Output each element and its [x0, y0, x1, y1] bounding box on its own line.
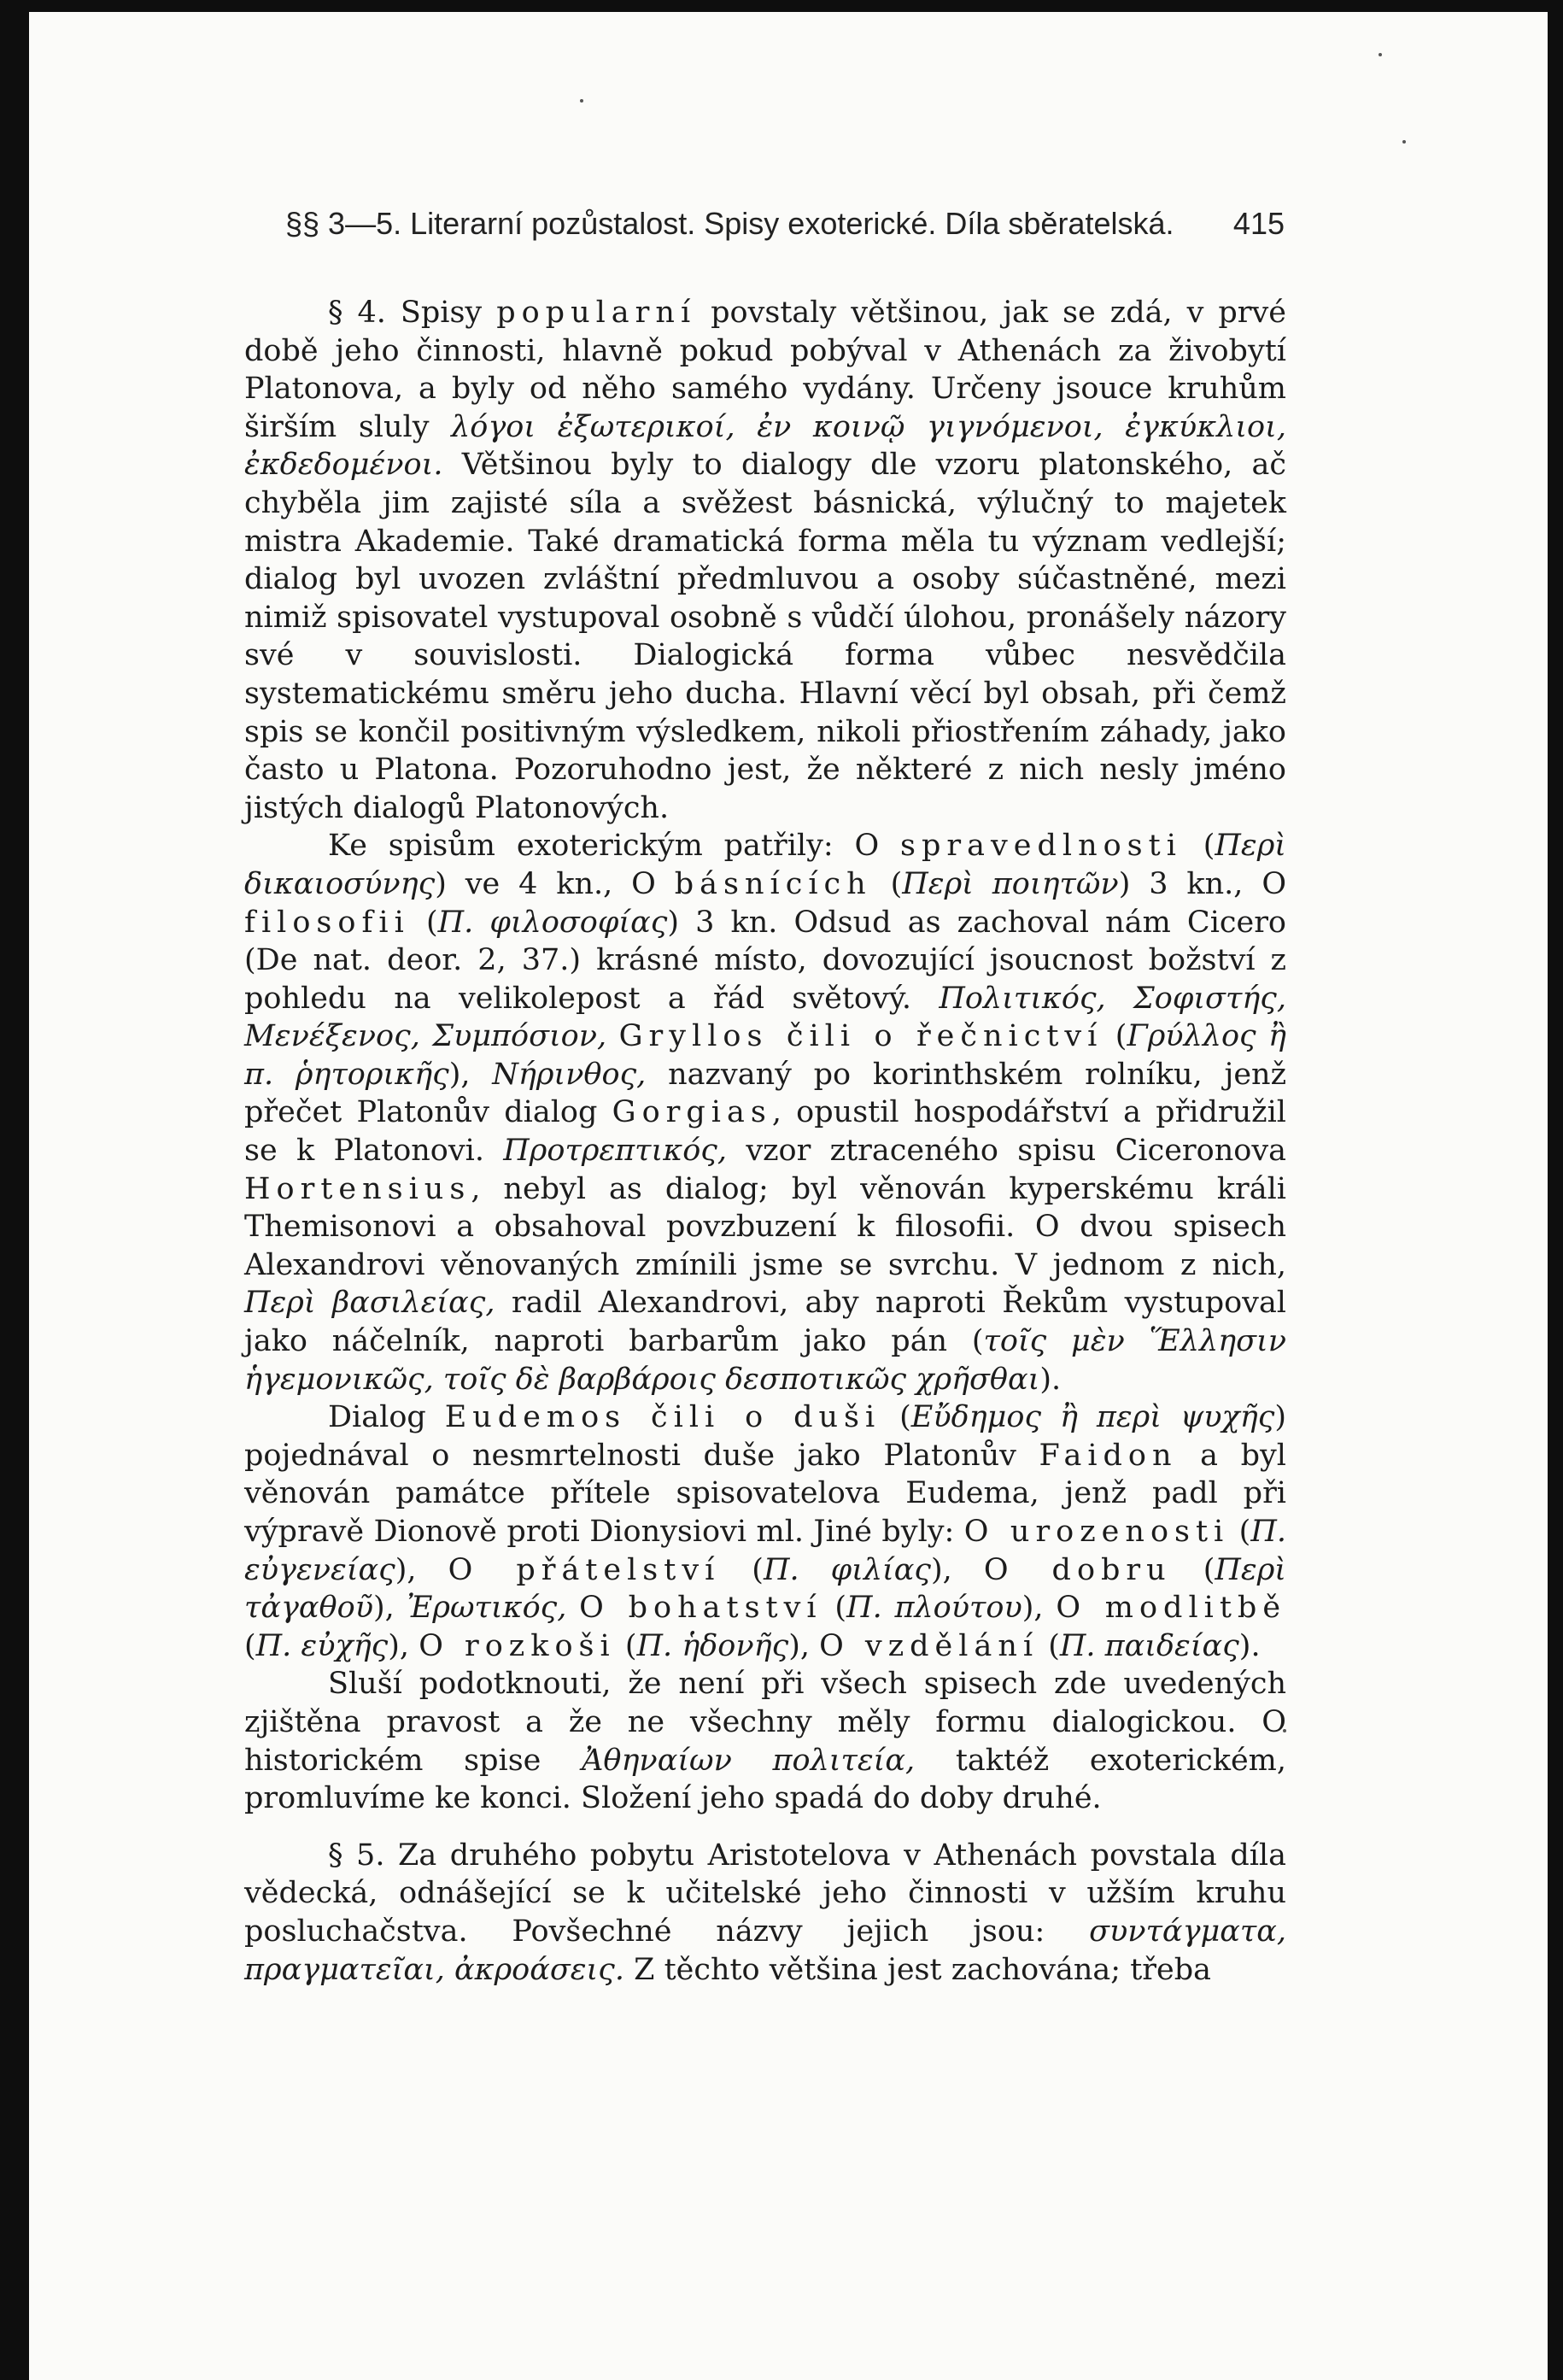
- spaced-title: filosofii: [244, 905, 410, 940]
- greek-term: τοῖς μὲν Ἕλλησιν ἡγεμονικῶς, τοῖς δὲ βαρβάροις δεσποτικῶς χρῆσθαι: [244, 1324, 1286, 1397]
- spaced-title: Gorgias: [612, 1095, 772, 1130]
- scan-speck: [580, 99, 583, 103]
- spaced-title: básnících: [674, 866, 872, 901]
- spaced-title: O urozenosti: [963, 1515, 1230, 1549]
- running-header: [285, 205, 1285, 243]
- greek-term: Π. ἡδονῆς: [636, 1628, 789, 1663]
- greek-term: Ἐρωτικός,: [407, 1591, 567, 1626]
- page-body: [244, 294, 1286, 1989]
- greek-term: Π. πλούτου: [846, 1591, 1022, 1626]
- paragraph-exoteric-works: Ke spisům exoterickým patřily: O spravedlnosti (Περὶ δικαιοσύνης) ve 4 kn., O básnících (Περὶ ποιητῶν) 3 kn., O filosofii (Π. φιλοσοφίας) 3 kn. Odsud as zachoval nám Cicero (De nat. deor. 2, 37.) krásné místo, dovozující jsoucnost božství z pohledu na velikolepost a řád světový. Πολιτικός, Σοφιστής, Μενέξενος, Συμπόσιον, Gryllos čili o řečnictví (Γρύλλος ἢ π. ῥητορικῆς), Νήρινθος, nazvaný po korinthském rolníku, jenž přečet Platonův dialog Gorgias, opustil hospodářství a přidružil se k Platonovi. Προτρεπτικός, vzor ztraceného spisu Ciceronova Hortensius, nebyl as dialog; byl věnován kyperskému králi Themisonovi a obsahoval povzbuzení k filosofii. O dvou spisech Alexandrovi věnovaných zmínili jsme se svrchu. V jednom z nich, Περὶ βασιλείας, radil Alexandrovi, aby naproti Řekům vystupoval jako náčelník, naproti barbarům jako pán (τοῖς μὲν Ἕλλησιν ἡγεμονικῶς, τοῖς δὲ βαρβάροις δεσποτικῶς χρῆσθαι).: [244, 829, 1287, 1397]
- paragraph-section5: § 5. Za druhého pobytu Aristotelova v Athenách povstala díla vědecká, odnášející se k učitelské jeho činnosti v užším kruhu posluchačstva. Povšechné názvy jejich jsou: συντάγματα, πραγματεῖαι, ἀκροάσεις. Z těchto většina jest zachována; třeba: [244, 1838, 1286, 1987]
- greek-term: Νήρινθος,: [492, 1057, 647, 1092]
- spaced-title: O dobru: [983, 1552, 1172, 1587]
- greek-term: Προτρεπτικός,: [503, 1134, 728, 1169]
- greek-term: Περὶ βασιλείας,: [244, 1286, 495, 1321]
- greek-term: Γρύλλος ἢ π. ῥητορικῆς: [244, 1019, 1286, 1092]
- spaced-title: spravedlnosti: [900, 829, 1182, 864]
- paragraph-section4-intro: § 4. Spisy popularní povstaly většinou, jak se zdá, v prvé době jeho činnosti, hlavně pokud pobýval v Athenách za živobytí Platonova, a byly od něho samého vydány. Určeny jsouce kruhům širším sluly λόγοι ἐξωτερικοί, ἐν κοινῷ γιγνόμενοι, ἐγκύκλιοι, ἐκδεδομένοι. Většinou byly to dialogy dle vzoru platonského, ač chyběla jim zajisté síla a svěžest básnická, výlučný to majetek mistra Akademie. Také dramatická forma měla tu význam vedlejší; dialog byl uvozen zvláštní předmluvou a osoby súčastněné, mezi nimiž spisovatel vystupoval osobně s vůdčí úlohou, pronášely názory své v souvislosti. Dialogická forma vůbec nesvědčila systematickému směru jeho ducha. Hlavní věcí byl obsah, při čemž spis se končil positivným výsledkem, nikoli přiostřením záhady, jako často u Platona. Pozoruhodno jest, že některé z nich nesly jméno jistých dialogů Platonových.: [244, 296, 1286, 825]
- greek-term: Π. παιδείας: [1059, 1628, 1239, 1663]
- scan-speck: [1402, 140, 1406, 144]
- greek-term: Ἀθηναίων πολιτεία,: [582, 1743, 916, 1778]
- greek-term: Π. εὐγενείας: [244, 1515, 1286, 1587]
- greek-term: Περὶ τἀγαθοῦ: [244, 1552, 1286, 1626]
- spaced-title: Gryllos čili o řečnictví: [618, 1019, 1103, 1054]
- greek-term: Π. εὐχῆς: [255, 1628, 389, 1663]
- greek-term: Π. φιλοσοφίας: [437, 905, 668, 940]
- spaced-title: O bohatství: [579, 1591, 822, 1626]
- spaced-title: O vzdělání: [819, 1628, 1039, 1663]
- header-title: §§ 3—5. Literarní pozůstalost. Spisy exoterické. Díla sběratelská.: [285, 206, 1174, 241]
- book-page: [29, 12, 1548, 2380]
- spaced-title: Eudemos čili o duši: [444, 1400, 881, 1435]
- spaced-title: Faidon: [1039, 1438, 1178, 1473]
- spaced-title: O přátelství: [448, 1552, 721, 1587]
- greek-term: λόγοι ἐξωτερικοί, ἐν κοινῷ γιγνόμενοι, ἐγκύκλιοι, ἐκδεδομένοι.: [244, 409, 1286, 483]
- greek-term: Π. φιλίας: [763, 1552, 932, 1587]
- spaced-title: popularní: [496, 296, 697, 330]
- paragraph-eudemos: Dialog Eudemos čili o duši (Εὔδημος ἢ περὶ ψυχῆς) pojednával o nesmrtelnosti duše jako Platonův Faidon a byl věnován památce přítele spisovatelova Eudema, jenž padl při výpravě Dionově proti Dionysiovi ml. Jiné byly: O urozenosti (Π. εὐγενείας), O přátelství (Π. φιλίας), O dobru (Περὶ τἀγαθοῦ), Ἐρωτικός, O bohatství (Π. πλούτου), O modlitbě (Π. εὐχῆς), O rozkoši (Π. ἡδονῆς), O vzdělání (Π. παιδείας).: [244, 1400, 1287, 1663]
- greek-term: συντάγματα, πραγματεῖαι, ἀκροάσεις.: [244, 1914, 1286, 1987]
- spaced-title: Hortensius: [244, 1171, 471, 1206]
- spaced-title: O modlitbě: [1056, 1591, 1287, 1626]
- greek-term: Περὶ ποιητῶν: [902, 866, 1119, 901]
- greek-term: Εὔδημος ἢ περὶ ψυχῆς: [910, 1400, 1275, 1435]
- scan-speck: [1379, 53, 1382, 56]
- spaced-title: O rozkoši: [419, 1628, 616, 1663]
- paragraph-authenticity: Sluší podotknouti, že není při všech spisech zde uvedených zjištěna pravost a že ne všechny měly formu dialogickou. O historickém spise Ἀθηναίων πολιτεία, taktéž exoterickém, promluvíme ke konci. Složení jeho spadá do doby druhé.: [244, 1667, 1286, 1816]
- greek-term: Περὶ δικαιοσύνης: [244, 829, 1286, 901]
- greek-term: Πολιτικός, Σοφιστής, Μενέξενος, Συμπόσιον,: [244, 981, 1286, 1054]
- page-number: 415: [1232, 206, 1285, 241]
